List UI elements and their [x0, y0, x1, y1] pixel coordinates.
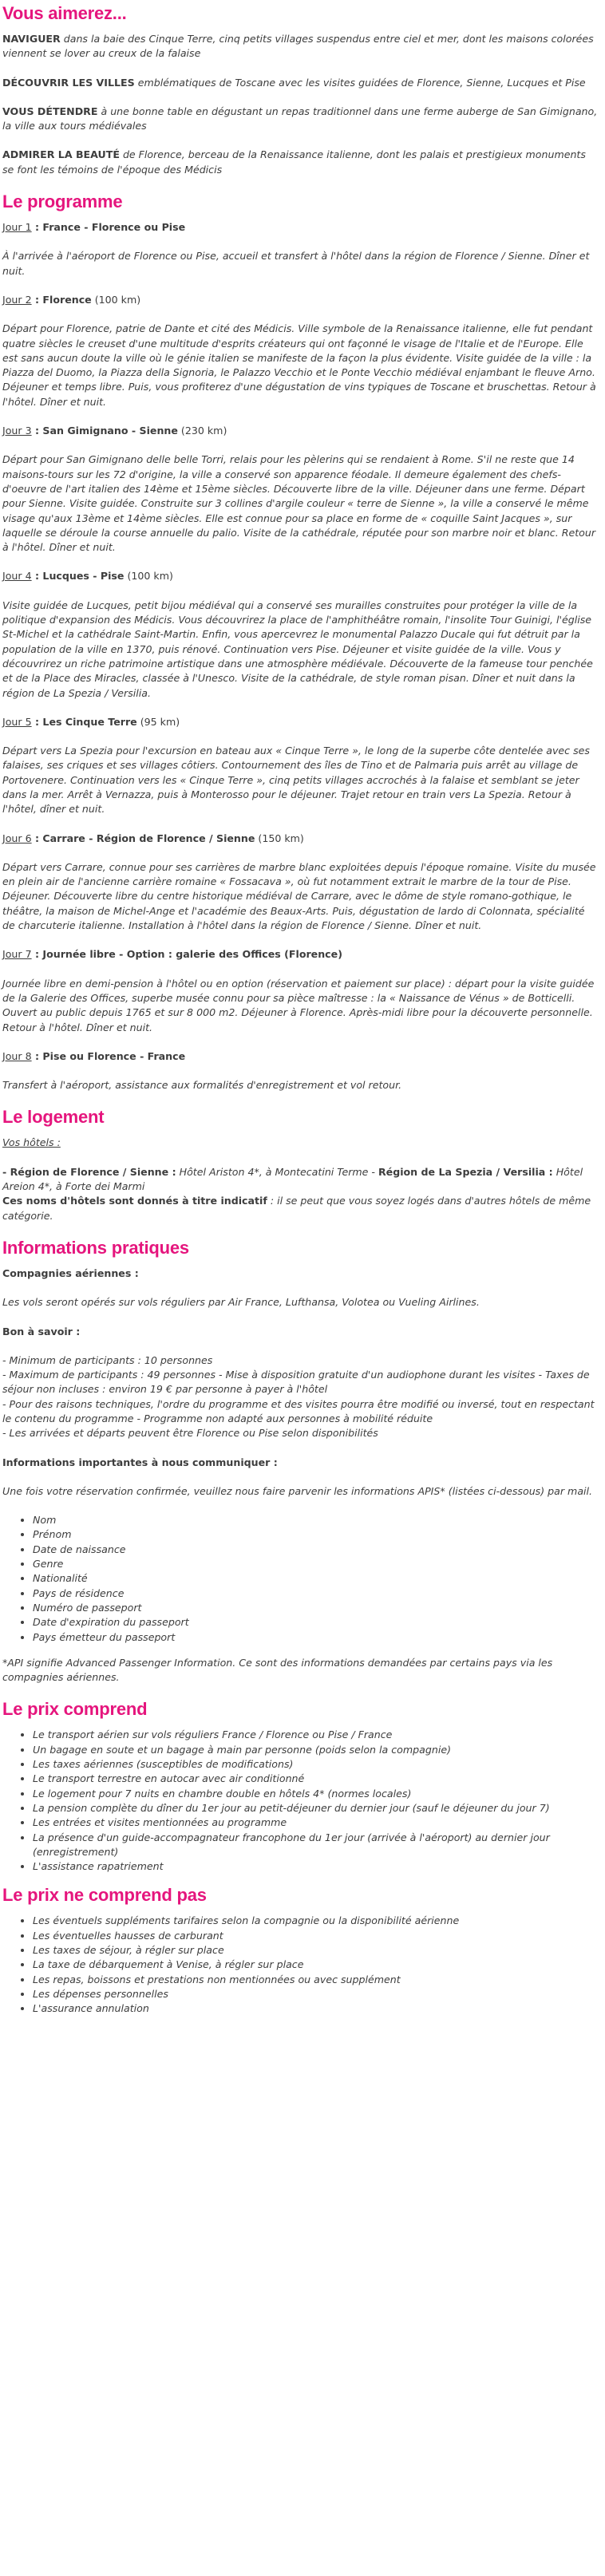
apis-list	[2, 1513, 600, 1645]
highlight-item	[2, 76, 600, 90]
day-name: : Pise ou Florence - France	[31, 1049, 186, 1062]
hotels-note	[2, 1194, 600, 1223]
day-description: Départ pour San Gimignano delle belle Torri, relais pour les pèlerins qui se rendaient à Rome. S'il ne reste que 14 maisons-tours sur les 72 d'origine, la ville a conservé son apparence féodale. Il demeure également des chefs-d'oeuvre de l'art italien des 14ème et 15ème siècles. Découverte libre de la ville. Déjeuner dans une ferme. Départ pour Sienne. Visite guidée. Construite sur 3 collines d'argile couleur « terre de Sienne », la ville a conservé le même visage qu'aux 13ème et 14ème siècles. Elle est connue pour sa place en forme de « coquille Saint Jacques », sur laquelle se déroule la course annuelle du palio. Visite de la cathédrale, réputée pour son marbre noir et blanc. Retour à l'hôtel. Dîner et nuit.	[2, 453, 596, 554]
section-title-prix-ne-comprend-pas: Le prix ne comprend pas	[2, 1885, 207, 1906]
highlight-item	[2, 32, 600, 61]
day-description: Transfert à l'aéroport, assistance aux formalités d'enregistrement et vol retour.	[2, 1079, 402, 1092]
compagnies-text: Les vols seront opérés sur vols réguliers par Air France, Lufthansa, Volotea ou Vueling Airlines.	[2, 1296, 480, 1309]
prix-comprend-item: • Les entrées et visites mentionnées au programme	[33, 1815, 600, 1830]
hotels-note-text: : il se peut que vous soyez logés dans d'autres hôtels de même catégorie.	[2, 1195, 591, 1222]
day-number: Jour 1	[2, 221, 32, 234]
prix-comprend-item: • Les taxes aériennes (susceptibles de modifications)	[33, 1757, 600, 1772]
prix-ne-comprend-pas-list	[2, 1914, 600, 2016]
day-number: Jour 3	[2, 425, 32, 437]
day-distance: (230 km)	[177, 425, 227, 437]
day-name: : Lucques - Pise	[31, 570, 125, 583]
highlight-lead: NAVIGUER	[2, 33, 61, 45]
highlight-text: de Florence, berceau de la Renaissance italienne, dont les palais et prestigieux monuments se font les témoins de l'époque des Médicis	[2, 148, 586, 176]
apis-item: • Prénom	[33, 1527, 600, 1542]
prix-comprend-item: • Le transport terrestre en autocar avec air conditionné	[33, 1772, 600, 1786]
hotels-list	[2, 1165, 600, 1195]
bon-a-savoir-label: Bon à savoir :	[2, 1325, 81, 1337]
day-name: : Les Cinque Terre	[31, 715, 137, 728]
day-distance: (95 km)	[136, 715, 180, 728]
day-name: : France - Florence ou Pise	[31, 221, 186, 234]
day-description: Journée libre en demi-pension à l'hôtel ou en option (réservation et paiement sur place) : départ pour la visite guidée de la Galerie des Offices, superbe musée connu pour sa pièce maîtresse : la « Naissance de Vénus » de Botticelli. Ouvert au public depuis 1765 et sur 8 000 m2. Déjeuner à Florence. Après-midi libre pour la découverte personnelle. Retour à l'hôtel. Dîner et nuit.	[2, 977, 595, 1033]
prix-comprend-item: • Un bagage en soute et un bagage à main par personne (poids selon la compagnie)	[33, 1743, 600, 1757]
apis-note: *API signifie Advanced Passenger Information. Ce sont des informations demandées par certains pays via les compagnies aériennes.	[2, 1656, 553, 1684]
day-name: : Journée libre - Option : galerie des Offices (Florence)	[31, 948, 342, 961]
bon-a-savoir-line: - Les arrivées et départs peuvent être Florence ou Pise selon disponibilités	[2, 1427, 378, 1440]
day-description: Visite guidée de Lucques, petit bijou médiéval qui a conservé ses murailles construites pour protéger la ville de la politique d'expansion des Médicis. Vous découvrirez la place de l'amphithéâtre romain, l'insolite Tour Guinigi, l'église St-Michel et la cathédrale Saint-Martin. Enfin, vous apercevrez le monumental Palazzo Ducale qui fut détruit par la population de la ville en 1370, puis rénové. Continuation vers Pise. Déjeuner et visite guidée de la ville. Vous y découvrirez un riche patrimoine artistique dans une atmosphère médiévale. Découverte de la fameuse tour penchée et de la Place des Miracles, classée à l'Unesco. Visite de la cathédrale, de style roman pisan. Dîner et nuit dans la région de La Spezia / Versilia.	[2, 599, 593, 699]
prix-comprend-item: • L'assistance rapatriement	[33, 1859, 600, 1874]
highlight-lead: VOUS DÉTENDRE	[2, 105, 98, 117]
apis-item: • Date de naissance	[33, 1543, 600, 1557]
prix-ne-comprend-item: • Les taxes de séjour, à régler sur place	[33, 1943, 600, 1958]
section-title-vous-aimerez: Vous aimerez...	[2, 3, 127, 23]
prix-comprend-item: • La présence d'un guide-accompagnateur francophone du 1er jour (arrivée à l'aéroport) au dernier jour (enregistrement)	[33, 1831, 600, 1860]
apis-item: • Numéro de passeport	[33, 1601, 600, 1615]
day-description: À l'arrivée à l'aéroport de Florence ou Pise, accueil et transfert à l'hôtel dans la région de Florence / Sienne. Dîner et nuit.	[2, 250, 590, 277]
apis-item: • Genre	[33, 1557, 600, 1571]
compagnies-label: Compagnies aériennes :	[2, 1266, 139, 1279]
highlight-text: à une bonne table en dégustant un repas traditionnel dans une ferme auberge de San Gimignano, la ville aux tours médiévales	[2, 105, 598, 132]
prix-comprend-list	[2, 1728, 600, 1874]
section-programme	[2, 192, 600, 1092]
section-logement	[2, 1107, 600, 1223]
prix-comprend-item: • Le logement pour 7 nuits en chambre double en hôtels 4* (normes locales)	[33, 1787, 600, 1801]
day-title	[2, 220, 600, 235]
highlights-list	[2, 32, 600, 177]
bon-a-savoir-text	[2, 1353, 600, 1441]
highlight-item	[2, 148, 600, 177]
bon-a-savoir-line: - Maximum de participants : 49 personnes - Mise à disposition gratuite d'un audiophone durant les visites - Taxes de séjour non incluses : environ 19 € par personne à payer à l'hôtel	[2, 1369, 590, 1396]
prix-ne-comprend-item: • Les éventuels suppléments tarifaires selon la compagnie ou la disponibilité aérienne	[33, 1914, 600, 1928]
infos-importantes-text: Une fois votre réservation confirmée, veuillez nous faire parvenir les informations APIS* (listées ci-dessous) par mail.	[2, 1484, 593, 1497]
hotels-label: Vos hôtels :	[2, 1136, 61, 1149]
section-title-programme: Le programme	[2, 192, 123, 212]
day-title	[2, 832, 600, 846]
apis-item: • Pays émetteur du passeport	[33, 1630, 600, 1645]
section-infos-pratiques	[2, 1238, 600, 1685]
prix-ne-comprend-item: • La taxe de débarquement à Venise, à régler sur place	[33, 1958, 600, 1972]
day-title	[2, 1049, 600, 1064]
day-distance: (100 km)	[91, 293, 141, 306]
day-name: : San Gimignano - Sienne	[31, 425, 178, 437]
day-distance: (150 km)	[255, 832, 304, 844]
day-title	[2, 293, 600, 307]
apis-item: • Pays de résidence	[33, 1586, 600, 1601]
day-number: Jour 7	[2, 948, 32, 961]
section-prix-comprend	[2, 1699, 600, 1874]
prix-ne-comprend-item: • Les dépenses personnelles	[33, 1987, 600, 2001]
section-title-prix-comprend: Le prix comprend	[2, 1699, 148, 1720]
hotels-note-bold: Ces noms d'hôtels sont donnés à titre indicatif	[2, 1195, 267, 1207]
infos-importantes-label: Informations importantes à nous communiquer :	[2, 1456, 278, 1468]
day-title	[2, 569, 600, 583]
day-description: Départ vers Carrare, connue pour ses carrières de marbre blanc exploitées depuis l'époque romaine. Visite du musée en plein air de l'ancienne carrière romaine « Fossacava », où fut notamment extrait le marbre de la tour de Pise. Déjeuner. Découverte libre du centre historique médiéval de Carrare, avec le dôme de style romano-gothique, le théâtre, la maison de Michel-Ange et l'académie des Beaux-Arts. Puis, dégustation de lardo di Colonnata, spécialité de charcuterie italienne. Installation à l'hôtel dans la région de Florence / Sienne. Dîner et nuit.	[2, 860, 596, 932]
day-number: Jour 8	[2, 1049, 32, 1062]
apis-item: • Nationalité	[33, 1571, 600, 1586]
highlight-item	[2, 105, 600, 134]
day-description: Départ vers La Spezia pour l'excursion en bateau aux « Cinque Terre », le long de la superbe côte dentelée avec ses falaises, ses criques et ses villages côtiers. Contournement des îles de Tino et de Palmaria puis arrêt au village de Portovenere. Continuation vers les « Cinque Terre », cinq petits villages accrochés à la falaise et semblant se jeter dans la mer. Arrêt à Vernazza, puis à Monterosso pour le déjeuner. Trajet retour en train vers La Spezia. Retour à l'hôtel, dîner et nuit.	[2, 745, 590, 816]
highlight-lead: ADMIRER LA BEAUTÉ	[2, 148, 120, 161]
day-number: Jour 4	[2, 570, 32, 583]
day-number: Jour 2	[2, 293, 32, 306]
section-prix-ne-comprend-pas	[2, 1885, 600, 2016]
day-name: : Carrare - Région de Florence / Sienne	[31, 832, 255, 844]
page-content	[0, 3, 605, 2017]
prix-comprend-item: • Le transport aérien sur vols réguliers France / Florence ou Pise / France	[33, 1728, 600, 1742]
hotel-region-2: Région de La Spezia / Versilia :	[378, 1165, 553, 1178]
hotel-name-1: Hôtel Ariston 4*, à Montecatini Terme -	[176, 1165, 378, 1178]
day-number: Jour 6	[2, 832, 32, 844]
day-description: Départ pour Florence, patrie de Dante et cité des Médicis. Ville symbole de la Renaissance italienne, elle fut pendant quatre siècles le creuset d'une multitude d'esprits créateurs qui ont façonné le visage de l'Italie et de l'Europe. Elle est sans aucun doute la ville où le génie italien se manifeste de la façon la plus évidente. Visite guidée de la ville : la Piazza del Duomo, la Piazza della Signoria, le Palazzo Vecchio et le Ponte Vecchio médiéval enjambant le fleuve Arno. Déjeuner et temps libre. Puis, vous profiterez d'une dégustation de vins typiques de Toscane et bruschettas. Retour à l'hôtel. Dîner et nuit.	[2, 322, 596, 408]
highlight-text: emblématiques de Toscane avec les visites guidées de Florence, Sienne, Lucques et Pise	[134, 76, 586, 89]
prix-comprend-item: • La pension complète du dîner du 1er jour au petit-déjeuner du dernier jour (sauf le déjeuner du jour 7)	[33, 1801, 600, 1815]
day-number: Jour 5	[2, 715, 32, 728]
highlight-lead: DÉCOUVRIR LES VILLES	[2, 76, 135, 89]
hotel-name-2: Hôtel Areion 4*, à Forte dei Marmi	[2, 1165, 583, 1193]
section-title-logement: Le logement	[2, 1107, 105, 1128]
day-title	[2, 715, 600, 729]
bon-a-savoir-line: - Pour des raisons techniques, l'ordre du programme et des visites pourra être modifié ou inversé, tout en respectant le contenu du programme - Programme non adapté aux personnes à mobilité réduite	[2, 1397, 595, 1424]
day-name: : Florence	[31, 293, 92, 306]
hotel-region-1: - Région de Florence / Sienne :	[2, 1165, 176, 1178]
prix-ne-comprend-item: • L'assurance annulation	[33, 2001, 600, 2016]
highlight-text: dans la baie des Cinque Terre, cinq petits villages suspendus entre ciel et mer, dont les maisons colorées viennent se lover au creux de la falaise	[2, 33, 594, 60]
prix-ne-comprend-item: • Les repas, boissons et prestations non mentionnées ou avec supplément	[33, 1973, 600, 1987]
apis-item: • Date d'expiration du passeport	[33, 1615, 600, 1630]
day-title	[2, 424, 600, 438]
section-vous-aimerez	[2, 3, 600, 177]
prix-ne-comprend-item: • Les éventuelles hausses de carburant	[33, 1929, 600, 1943]
bon-a-savoir-line: - Minimum de participants : 10 personnes	[2, 1353, 213, 1366]
apis-item: • Nom	[33, 1513, 600, 1527]
itinerary-days	[2, 220, 600, 1092]
day-title	[2, 947, 600, 962]
day-distance: (100 km)	[124, 570, 173, 583]
section-title-infos: Informations pratiques	[2, 1237, 189, 1258]
